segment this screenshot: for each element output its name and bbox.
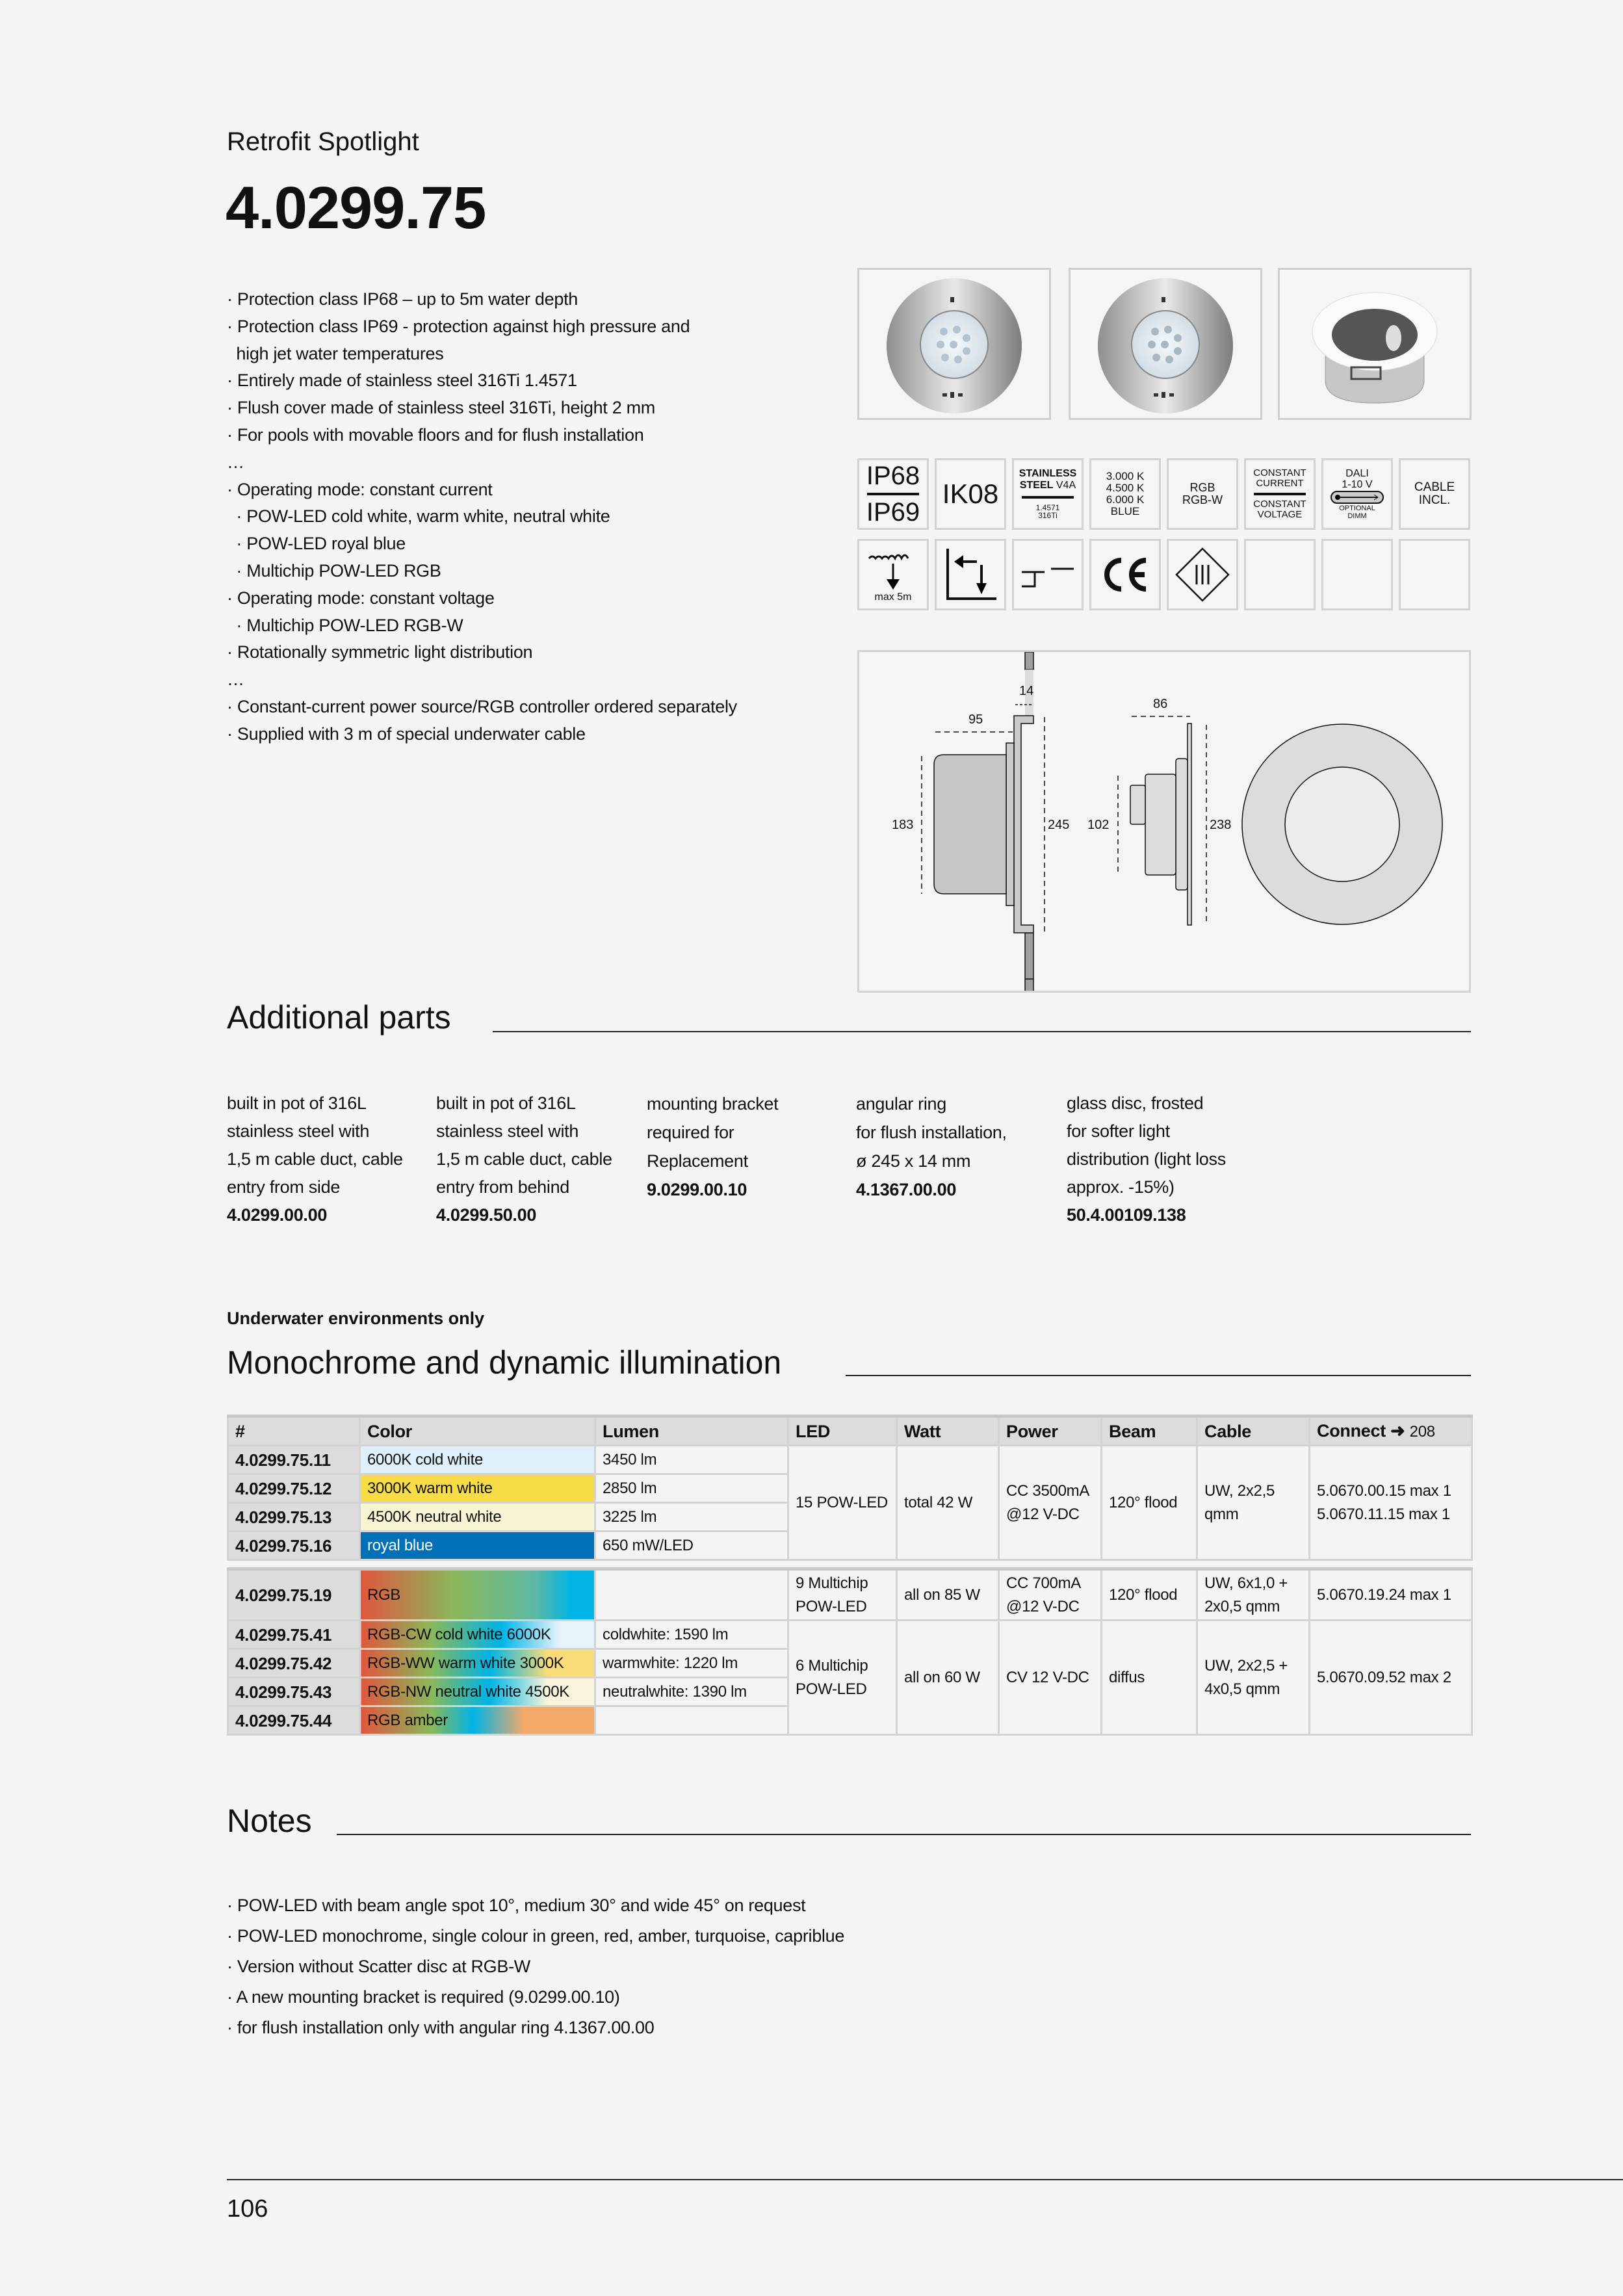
header-color: Color [360,1416,595,1446]
feature-item: · Rotationally symmetric light distribution [227,642,533,662]
header-id: # [228,1416,360,1446]
part-item: glass disc, frosted for softer light distribution (light loss approx. -15%) 50.4.00109.138 [1067,1093,1226,1225]
cable-label: CABLE [1414,480,1455,494]
ip69-label: IP69 [866,498,920,527]
empty-icon-slot [1321,539,1393,610]
dim-183: 183 [892,818,914,832]
ip68-label: IP68 [866,462,920,490]
feature-item: · Multichip POW-LED RGB-W [227,615,463,635]
feature-item: · Flush cover made of stainless steel 316Ti, height 2 mm [227,398,655,418]
stainless-steel-icon [1012,458,1084,530]
color-swatch: 3000K warm white [360,1474,595,1503]
cc-label: CURRENT [1256,478,1304,489]
part-code: 4.0299.00.00 [227,1205,328,1225]
header-lumen: Lumen [595,1416,788,1446]
watt-value: all on 60 W [897,1621,999,1735]
note-item: · A new mounting bracket is required (9.0299.00.10) [227,1987,620,2007]
feature-item: · Protection class IP69 - protection against high pressure and [227,316,690,336]
dim-95: 95 [968,712,983,727]
empty-icon-slot [1244,539,1316,610]
beam-value: diffus [1102,1621,1197,1735]
power-value: CC 700mA @12 V-DC [999,1569,1102,1621]
article-number: 4.0299.75.44 [228,1706,360,1735]
article-number: 4.0299.75.12 [228,1474,360,1503]
steel-label: STEEL [1019,480,1054,491]
part-code: 4.1367.00.00 [856,1180,957,1199]
watt-value: all on 85 W [897,1569,999,1621]
lumen-value: 3450 lm [595,1446,788,1474]
feature-item: · POW-LED royal blue [227,534,406,554]
ip-rating-icon [857,458,929,530]
part-item: built in pot of 316L stainless steel with 1,5 m cable duct, cable entry from side 4.0299.00.00 [227,1093,403,1225]
feature-item: · Operating mode: constant voltage [227,588,495,608]
color-swatch: 4500K neutral white [360,1503,595,1532]
watt-value: total 42 W [897,1446,999,1560]
protection-class-iii-icon [1167,539,1238,610]
feature-item: · For pools with movable floors and for flush installation [227,424,644,445]
dali-label: DALI [1345,468,1369,479]
table-row [228,1446,1472,1474]
power-value: CV 12 V-DC [999,1621,1102,1735]
header-cable: Cable [1197,1416,1310,1446]
color-swatch: RGB-CW cold white 6000K [360,1621,595,1649]
dimension-drawing [857,650,1471,993]
cv-label: CONSTANT [1253,499,1306,510]
header-beam: Beam [1102,1416,1197,1446]
lumen-value [595,1706,788,1735]
color-swatch: RGB [360,1569,595,1621]
article-number: 4.0299.75.16 [228,1532,360,1560]
notes-list [227,1890,844,2043]
ik08-label: IK08 [942,478,999,509]
lumen-value: coldwhite: 1590 lm [595,1621,788,1649]
connect-page-link[interactable]: 208 [1409,1422,1435,1441]
product-photo-blue [1069,268,1262,420]
lumen-value: warmwhite: 1220 lm [595,1649,788,1678]
feature-list [227,286,737,748]
divider [846,1375,1471,1376]
feature-item: · Entirely made of stainless steel 316Ti 1.4571 [227,371,577,391]
dim-14: 14 [1019,684,1034,698]
ce-mark-icon [1089,539,1161,610]
lumen-value [595,1569,788,1621]
article-number: 4.0299.75.13 [228,1503,360,1532]
color-swatch: RGB-NW neutral white 4500K [360,1678,595,1706]
feature-item: … [227,452,244,472]
feature-item: … [227,670,244,690]
feature-item: · Multichip POW-LED RGB [227,560,441,581]
part-code: 4.0299.50.00 [436,1205,537,1225]
table-row [228,1569,1472,1621]
table-row [228,1621,1472,1649]
feature-item: high jet water temperatures [227,343,444,363]
product-number: 4.0299.75 [226,175,486,241]
lumen-value: 650 mW/LED [595,1532,788,1560]
part-code: 9.0299.00.10 [647,1180,747,1199]
feature-item: · Protection class IP68 – up to 5m water depth [227,289,578,309]
product-subtitle: Retrofit Spotlight [227,127,419,156]
rgb-icon [1167,458,1238,530]
header-power: Power [999,1416,1102,1446]
divider [493,1031,1471,1032]
cc-label: CONSTANT [1253,467,1306,478]
beam-value: 120° flood [1102,1569,1197,1621]
product-table-rgb [227,1567,1473,1736]
cable-value: UW, 6x1,0 + 2x0,5 qmm [1197,1569,1310,1621]
dim-238: 238 [1210,818,1232,832]
feature-item: · Constant-current power source/RGB controller ordered separately [227,696,737,716]
footer-rule [227,2179,1623,2180]
feature-item: · POW-LED cold white, warm white, neutral white [227,506,610,527]
steel-number: 1.4571 [1035,503,1060,512]
connect-value: 5.0670.19.24 max 1 [1310,1569,1472,1621]
led-value: 6 Multichip POW-LED [788,1621,897,1735]
note-item: · for flush installation only with angular ring 4.1367.00.00 [227,2018,655,2037]
part-code: 50.4.00109.138 [1067,1205,1186,1225]
color-swatch: 6000K cold white [360,1446,595,1474]
cct-label: 4.500 K [1106,482,1145,494]
impact-rating-icon [935,458,1006,530]
cct-label: 3.000 K [1106,470,1145,482]
dimm-label: OPTIONAL [1339,504,1375,512]
illumination-heading: Monochrome and dynamic illumination [227,1344,782,1381]
lumen-value: 2850 lm [595,1474,788,1503]
header-connect: Connect ➜ 208 [1310,1416,1472,1446]
product-photo-cold [857,268,1051,420]
steel-grade: V4A [1056,480,1076,491]
color-swatch: RGB amber [360,1706,595,1735]
water-depth-icon [857,539,929,610]
article-number: 4.0299.75.19 [228,1569,360,1621]
cable-label: INCL. [1418,493,1451,507]
beam-value: 120° flood [1102,1446,1197,1560]
page-number: 106 [227,2195,268,2223]
power-value: CC 3500mA @12 V-DC [999,1446,1102,1560]
environment-note: Underwater environments only [227,1309,485,1328]
note-item: · Version without Scatter disc at RGB-W [227,1957,530,1976]
depth-label: max 5m [874,592,912,603]
dim-245: 245 [1048,818,1070,832]
additional-parts-heading: Additional parts [227,999,451,1036]
notes-heading: Notes [227,1803,312,1839]
dimming-icon [1321,458,1393,530]
cable-value: UW, 2x2,5 + 4x0,5 qmm [1197,1621,1310,1735]
feature-item: · Operating mode: constant current [227,479,493,499]
part-item: mounting bracket required for Replacement 9.0299.00.10 [647,1094,779,1199]
led-value: 9 Multichip POW-LED [788,1569,897,1621]
divider [337,1834,1471,1835]
header-watt: Watt [897,1416,999,1446]
cable-included-icon [1399,458,1470,530]
empty-icon-slot [1399,539,1470,610]
lumen-value: neutralwhite: 1390 lm [595,1678,788,1706]
article-number: 4.0299.75.42 [228,1649,360,1678]
article-number: 4.0299.75.43 [228,1678,360,1706]
divider [867,493,919,495]
constant-current-voltage-icon [1244,458,1316,530]
color-swatch: RGB-WW warm white 3000K [360,1649,595,1678]
dimm-label: DIMM [1347,512,1367,520]
product-photo-pot [1278,268,1472,420]
lumen-value: 3225 lm [595,1503,788,1532]
dali-label: 1-10 V [1342,479,1373,490]
header-led: LED [788,1416,897,1446]
feature-item: · Supplied with 3 m of special underwater cable [227,724,586,744]
note-item: · POW-LED with beam angle spot 10°, medium 30° and wide 45° on request [227,1896,806,1915]
part-item: angular ring for flush installation, ø 245 x 14 mm 4.1367.00.00 [856,1094,1007,1199]
part-item: built in pot of 316L stainless steel with 1,5 m cable duct, cable entry from behind 4.0299.50.00 [436,1093,612,1225]
color-temperature-icon [1089,458,1161,530]
color-swatch: royal blue [360,1532,595,1560]
cv-label: VOLTAGE [1257,509,1303,520]
dim-86: 86 [1153,697,1168,711]
arrow-right-icon: ➜ [1390,1420,1405,1441]
steel-number: 316Ti [1038,511,1058,520]
rgb-label: RGB [1189,481,1215,494]
led-value: 15 POW-LED [788,1446,897,1560]
cable-value: UW, 2x2,5 qmm [1197,1446,1310,1560]
connect-value: 5.0670.00.15 max 1 5.0670.11.15 max 1 [1310,1446,1472,1560]
switch-icon [1330,490,1384,504]
dim-102: 102 [1087,818,1110,832]
cct-label: 6.000 K [1106,493,1145,506]
article-number: 4.0299.75.41 [228,1621,360,1649]
cct-label: BLUE [1110,505,1140,517]
product-table-mono [227,1415,1473,1561]
flush-installation-icon [1012,539,1084,610]
article-number: 4.0299.75.11 [228,1446,360,1474]
recessed-mounting-icon [935,539,1006,610]
connect-value: 5.0670.09.52 max 2 [1310,1621,1472,1735]
note-item: · POW-LED monochrome, single colour in green, red, amber, turquoise, capriblue [227,1926,845,1946]
steel-label: STAINLESS [1019,468,1077,479]
rgbw-label: RGB-W [1182,493,1223,506]
